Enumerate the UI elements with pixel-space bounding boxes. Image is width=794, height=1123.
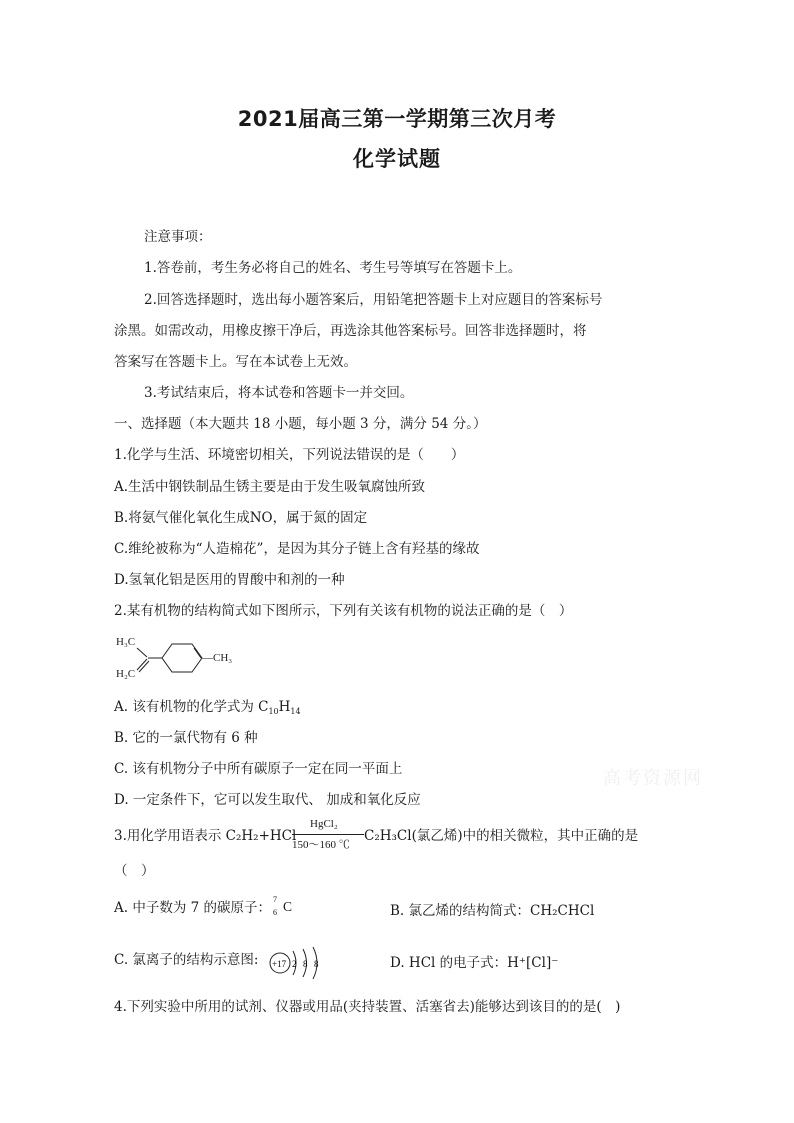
shell-1: 2 — [292, 959, 297, 969]
q3-a-atomic-number: 6 — [273, 908, 277, 917]
q3-condition: 150～160 ℃ — [292, 839, 350, 851]
q1-stem: 1.化学与生活、环境密切相关，下列说法错误的是（ ） — [114, 447, 465, 463]
section-heading: 一、选择题（本大题共 18 小题，每小题 3 分，满分 54 分。） — [114, 416, 487, 432]
structure-diagram — [114, 632, 244, 682]
q1-option-c: C.维纶被称为“人造棉花”，是因为其分子链上含有羟基的缘故 — [114, 541, 480, 557]
shell-2: 8 — [303, 959, 308, 969]
q3-reaction-arrow — [292, 834, 364, 835]
q3-stem-suffix: C₂H₃Cl(氯乙烯)中的相关微粒，其中正确的是 — [364, 828, 639, 844]
note-2-line-1: 2.回答选择题时，选出每小题答案后，用铅笔把答题卡上对应题目的答案标号 — [144, 292, 603, 308]
q3-a-mass-number: 7 — [273, 895, 277, 904]
q2-option-b: B. 它的一氯代物有 6 种 — [114, 730, 258, 746]
note-2-line-2: 涂黑。如需改动，用橡皮擦干净后，再选涂其他答案标号。回答非选择题时，将 — [114, 323, 587, 339]
q2-stem: 2.某有机物的结构简式如下图所示，下列有关该有机物的说法正确的是（ ） — [114, 603, 573, 619]
chloride-ion-diagram — [268, 946, 330, 980]
q3-option-a: A. 中子数为 7 的碳原子： — [114, 900, 272, 916]
q3-option-d: D. HCl 的电子式：H⁺[Cl]⁻ — [390, 955, 559, 971]
structure-label-top: H₃C — [116, 636, 136, 648]
q3-a-symbol: C — [283, 899, 293, 914]
q3-paren: （ ） — [114, 863, 155, 879]
q2-option-d: D. 一定条件下，它可以发生取代、 加成和氧化反应 — [114, 792, 421, 808]
exam-subtitle: 化学试题 — [353, 147, 441, 171]
note-3: 3.考试结束后，将本试卷和答题卡一并交回。 — [144, 385, 414, 401]
q1-option-a: A.生活中钢铁制品生锈主要是由于发生吸氧腐蚀所致 — [114, 479, 426, 495]
q3-option-c: C. 氯离子的结构示意图: — [114, 952, 259, 968]
q3-catalyst: HgCl₂ — [310, 818, 338, 830]
nucleus-charge: +17 — [272, 959, 287, 969]
q3-option-b: B. 氯乙烯的结构简式：CH₂CHCl — [390, 903, 595, 919]
shell-3: 8 — [314, 959, 319, 969]
q3-stem-prefix: 3.用化学用语表示 C₂H₂+HCl — [114, 828, 297, 844]
notes-heading: 注意事项： — [144, 229, 212, 245]
q1-option-b: B.将氨气催化氧化生成NO，属于氮的固定 — [114, 510, 368, 526]
structure-label-right: —CH₃ — [202, 652, 233, 664]
q2-option-a: A. 该有机物的化学式为 $C_{10}H_{14}$ — [114, 699, 301, 716]
q4-stem: 4.下列实验中所用的试剂、仪器或用品(夹持装置、活塞省去)能够达到该目的的是( ) — [114, 999, 621, 1015]
exam-title: 2021届高三第一学期第三次月考 — [237, 107, 557, 131]
note-2-line-3: 答案写在答题卡上。写在本试卷上无效。 — [114, 354, 357, 370]
q1-option-d: D.氢氧化铝是医用的胃酸中和剂的一种 — [114, 572, 345, 588]
q2-option-c: C. 该有机物分子中所有碳原子一定在同一平面上 — [114, 761, 403, 777]
structure-label-bottom: H₂C — [116, 668, 136, 680]
note-1: 1.答卷前，考生务必将自己的姓名、考生号等填写在答题卡上。 — [144, 260, 522, 276]
watermark: 高考资源网 — [603, 768, 703, 789]
